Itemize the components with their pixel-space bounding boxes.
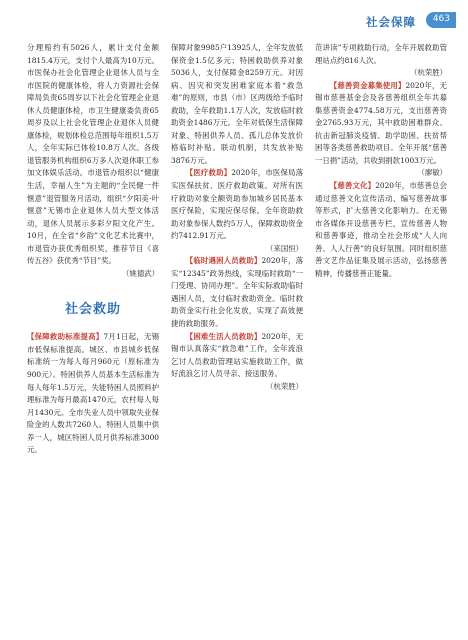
paragraph [171,255,303,330]
author-signature: （来国恒） [266,243,303,253]
paragraph-tag: 【困难生活人员救助】 [185,331,262,341]
paragraph-tag: 【慈善资金募集使用】 [329,80,406,90]
paragraph [315,180,447,280]
column-1 [27,42,159,634]
column-3 [315,42,447,634]
author-signature: （杭荣胜） [266,381,303,391]
paragraph-body: 2020年，落实“12345”政务热线，实现临时救助“一门受理、协同办理”。全年实际救助临时遇困人员，支付临时救助资金。临时救助资金实行社会化发放，实现了高效便捷的救助服务。 [171,256,303,329]
paragraph-body: 2020年，无锡市慈善基金会及各慈善组织全年共募集慈善资金4774.58万元，支出慈善资金2765.93万元，其中救助困难群众、抗击新冠肺炎疫情、助学助困、扶贫帮困等各类慈善救助项目。全年开展“慈善一日捐”活动，共收到捐款1003万元。 [315,80,447,165]
paragraph [171,331,303,381]
paragraph: 范讲读”专项救助行动，全年开展救助管理站点约816人次。 [315,43,447,65]
paragraph: 分理赔约有5026人，累计支付金额1815.4万元，支付个人最高为10万元。市医保办社会化管理企业退休人员与全市医院的健康体检，将人力资源社会保障局负责65周岁以下社会化管理企业退休人员健康体检，市卫生健康委负责65周岁及以上社会化管理企业退休人员健康体检，规划体检总范围每年组织1.5万人，全年实际已体检10.8万人次。各级退管服务机构组织6万多人次退休职工参加文体娱乐活动。市退管办组织以“健康生活，幸福人生”为主题的“全民健一件惬意”退管服务月活动，组织“夕阳美·叶惬意”无锡市企业退休人员大型文体活动，退休人员展示多彩夕阳文化产生。10月，在全省“乡韵”文化艺术比赛中，市退管办获优秀组织奖，推荐节目《喜传五谷》获优秀“节目”奖。 [27,43,159,266]
page-header [0,0,468,38]
paragraph-body: 2020年，无锡市认真落实“救急难”工作，全年流浪乞讨人员救助管理站实施救助工作，做好流浪乞讨人员寻亲、接送服务。 [171,331,303,379]
paragraph [27,331,159,456]
paragraph-tag: 【慈善文化】 [329,181,376,191]
author-signature: （廖敏） [417,168,447,178]
column-2 [171,42,303,634]
author-signature: （姚德武） [122,268,159,278]
paragraph [171,167,303,242]
paragraph-tag: 【保障救助标准提高】 [27,332,104,342]
paragraph-body: 2020年，市慈善总会通过慈善文化宣传活动、编写慈善故事等形式，扩大慈善文化影响力。在无锡市各媒体开设慈善专栏，宣传慈善人物和慈善事迹，推动全社会形成“人人向善、人人行善”的良好氛围。同时组织慈善文艺作品征集及展示活动，弘扬慈善精神，传播慈善正能量。 [315,181,447,278]
paragraph [315,80,447,168]
author-signature: （杭荣胜） [410,68,447,78]
section-heading: 社会救助 [64,302,121,318]
page-number: 463 [432,14,450,24]
paragraph-body: 2020年，市医保局落实医保扶贫、医疗救助政策。对所有医疗救助对象全额资助参加城乡居民基本医疗保险，实现应保尽保。全年资助救助对象参保人数约5万人，保障救助资金约7412.91万元。 [171,168,303,241]
paragraph-tag: 【临时遇困人员救助】 [185,256,262,266]
paragraph: 保障对象9985户13925人，全年发放低保资金1.5亿多元；特困救助供养对象5036人，支付保障金8259万元。对因病、因灾和突发困难家庭本着“救急难”的原则，市县（市）区两级给予临时救助，全年救助1.1万人次，发放临时救助资金1486万元。全年对低保生活保障对象、特困供养人员、孤儿总体发放价格临时补贴。联动机制，共发放补贴3876万元。 [171,43,303,165]
text-columns [27,42,447,634]
paragraph-body: 7月1日起，无锡市低保标准提高。城区、市县城乡低保标准统一为每人每月960元（原标准为900元）。特困供养人员基本生活标准为每人每年1.5万元，失能特困人员照料护理标准为每月最高1470元，农村每人每月1430元。全市失业人员中领取失业保险金的人数共7260人。特困人员集中供养一人，城区特困人员月供养标准3000元。 [27,332,159,455]
section-title-header: 社会保障 [366,15,416,29]
paragraph-tag: 【医疗救助】 [185,168,232,178]
